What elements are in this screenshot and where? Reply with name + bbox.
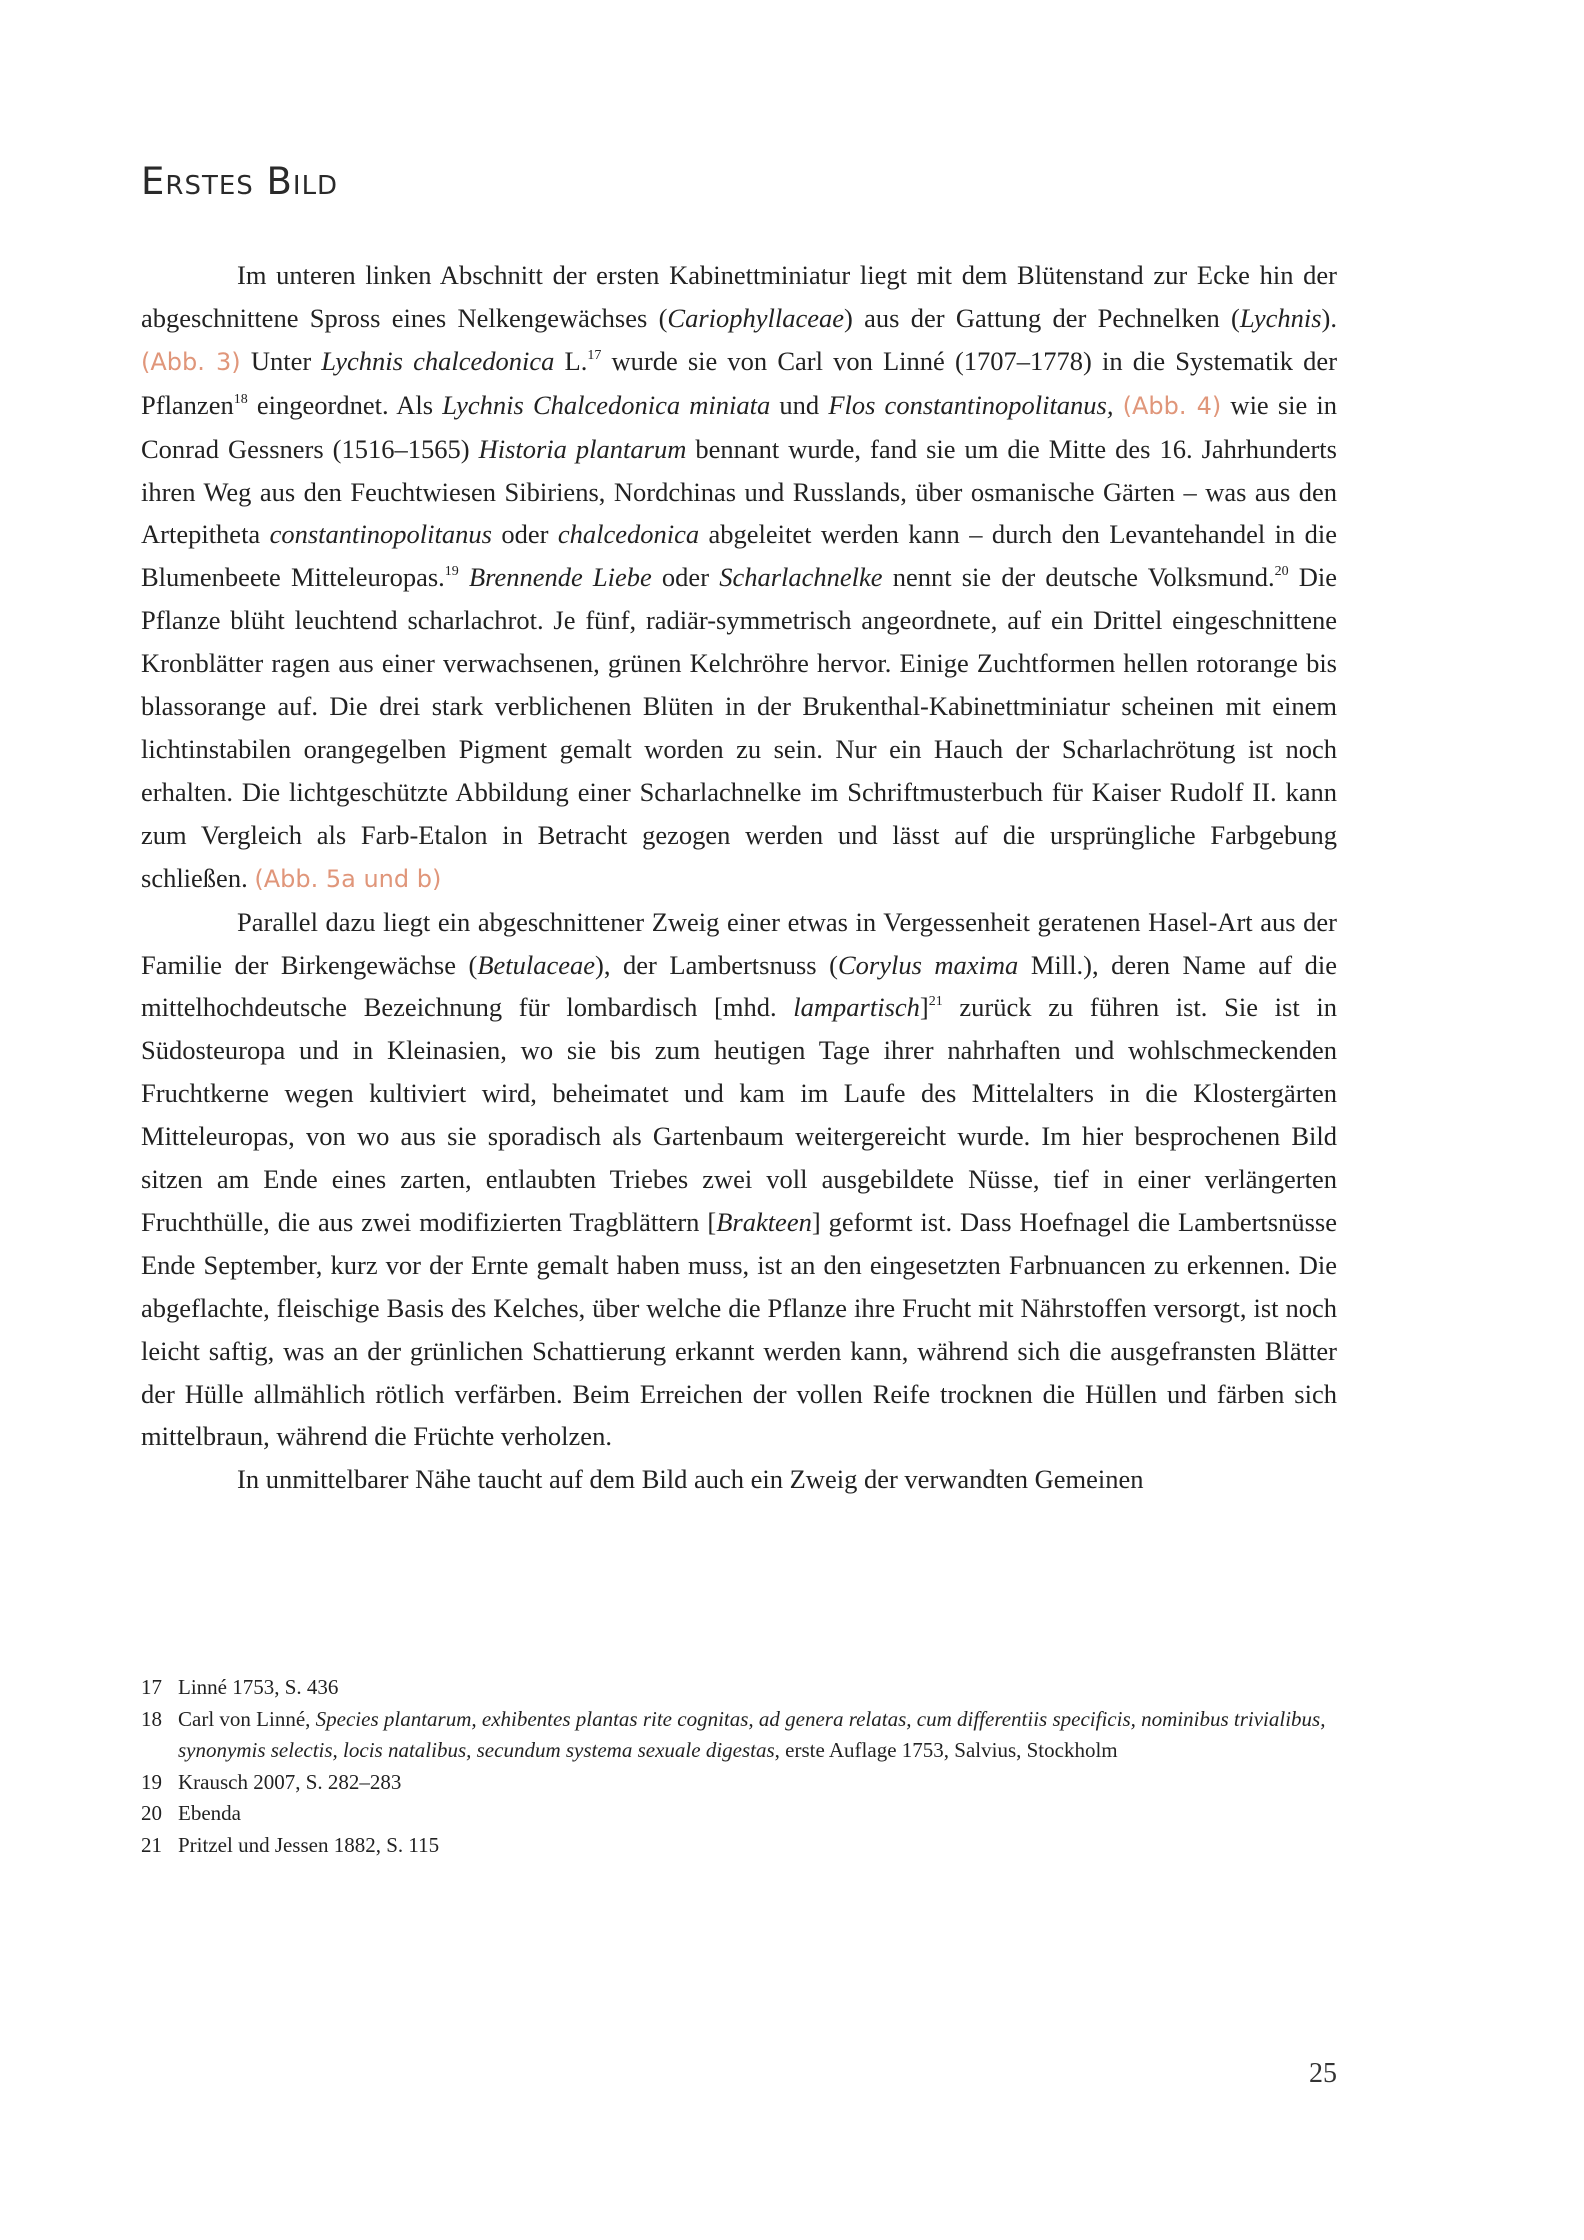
footnote-21	[141, 1830, 1337, 1862]
footnote-17	[141, 1672, 1337, 1704]
text-run	[459, 562, 469, 592]
footnote-marker-18[interactable]: 18	[233, 391, 248, 407]
footnote-text: Linné 1753, S. 436	[178, 1675, 339, 1699]
footnote-marker-17[interactable]: 17	[587, 347, 602, 363]
text-run: ).	[1321, 302, 1337, 333]
taxon-name: Lychnis chalcedonica	[321, 345, 555, 376]
footnote-marker-19[interactable]: 19	[444, 564, 459, 580]
text-run: und	[770, 389, 829, 420]
common-name: Scharlachnelke	[719, 562, 883, 593]
text-run: zurück zu führen ist. Sie ist in Südosteuropa und in Kleinasien, wo sie bis zum heutigen Tage ihrer nahrhaften und wohlschmeckenden Fruchtkerne wegen kultiviert wird, beheimatet und kam im Laufe des Mittelalters in die Klostergärten Mitteleuropas, von wo aus sie sporadisch als Gartenbaum weitergereicht wurde. Im hier besprochenen Bild sitzen am Ende eines zarten, entlaubten Triebes zwei voll ausgebildete Nüsse, tief in einer verlängerten Fruchthülle, die aus zwei modifizierten Tragblättern [	[141, 992, 1337, 1237]
term: Brakteen	[716, 1206, 812, 1237]
text-run: Mill.), deren Name auf die mittelhochdeutsche Bezeichnung für lombardisch [mhd.	[141, 949, 1338, 1023]
footnote-text: Pritzel und Jessen 1882, S. 115	[178, 1832, 440, 1857]
text-run: ] geformt ist. Dass Hoefnagel die Lambertsnüsse Ende September, kurz vor der Ernte gemalt haben muss, ist an den eingesetzten Farbnuancen zu erkennen. Die abgeflachte, fleischige Basis des Kelches, über welche die Pflanze ihre Frucht mit Nährstoffen versorgt, ist noch leicht saftig, was an der grünlichen Schattierung erkannt werden kann, während sich die ausgefransten Blätter der Hülle allmählich rötlich verfärben. Beim Erreichen der vollen Reife trocknen die Hüllen und färben sich mittelbraun, während die Früchte verholzen.	[141, 1206, 1337, 1452]
term: lampartisch	[793, 992, 920, 1023]
taxon-name: Lychnis	[1239, 302, 1322, 333]
book-title: Historia plantarum	[478, 433, 687, 464]
taxon-name: Betulaceae	[477, 949, 596, 980]
figure-reference-abb-3[interactable]: (Abb. 3)	[141, 347, 241, 376]
text-run: Parallel dazu liegt ein abgeschnittener Zweig einer etwas in Vergessenheit geratenen Hasel-Art aus der Familie der Birkengewächse (	[141, 906, 1337, 980]
footnote-title: Species plantarum, exhibentes plantas rite cognitas, ad genera relatas, cum differentiis specificis, nominibus trivialibus, synonymis selectis, locis natalibus, secundum systema sexuale digestas	[178, 1706, 1326, 1762]
figure-reference-abb-5[interactable]: (Abb. 5a und b)	[254, 864, 442, 893]
figure-reference-abb-4[interactable]: (Abb. 4)	[1122, 391, 1222, 420]
footnote-text	[178, 1704, 1337, 1767]
text-run: bennant wurde, fand sie um die Mitte des 16. Jahrhunderts ihren Weg aus den Feuchtwiesen Sibiriens, Nordchinas und Russlands, über osmanische Gärten – was aus den Artepitheta	[141, 433, 1337, 550]
common-name: Brennende Liebe	[468, 562, 652, 593]
footnote-text: Ebenda	[178, 1801, 241, 1825]
text-run: ) aus der Gattung der Pechnelken (	[844, 302, 1240, 333]
footnote-20	[141, 1798, 1337, 1830]
text-run: Im unteren linken Abschnitt der ersten Kabinettminiatur liegt mit dem Blütenstand zur Ecke hin der abgeschnittene Spross eines Nelkengewächses (	[141, 260, 1337, 333]
footnotes	[141, 1672, 1337, 1861]
text-run: abgeleitet werden kann – durch den Levantehandel in die Blumenbeete Mitteleuropas.	[141, 519, 1337, 593]
footnote-details: , erste Auflage 1753, Salvius, Stockholm	[774, 1738, 1118, 1762]
footnote-number: 17	[141, 1675, 162, 1699]
text-run: wurde sie von Carl von Linné (1707–1778) in die Systematik der Pflanzen	[141, 345, 1338, 420]
text-run: oder	[491, 519, 558, 550]
paragraph-1	[141, 254, 1337, 901]
footnote-number: 21	[141, 1832, 162, 1857]
epithet: constantinopolitanus	[269, 519, 492, 550]
text-run: ]	[919, 992, 929, 1023]
text-run: nennt sie der deutsche Volksmund.	[882, 562, 1275, 593]
text-run: Die Pflanze blüht leuchtend scharlachrot. Je fünf, radiär-symmetrisch angeordnete, auf ein Drittel eingeschnittene Kronblätter ragen aus einer verwachsenen, grünen Kelchröhre hervor. Einige Zuchtformen hellen rotorange bis blassorange auf. Die drei stark verblichenen Blüten in der Brukenthal-Kabinettminiatur scheinen mit einem lichtinstabilen orangegelben Pigment gemalt worden zu sein. Nur ein Hauch der Scharlachrötung ist noch erhalten. Die lichtgeschützte Abbildung einer Scharlachnelke im Schriftmusterbuch für Kaiser Rudolf II. kann zum Vergleich als Farb-Etalon in Betracht gezogen werden und lässt auf die ursprüngliche Farbgebung schließen.	[141, 562, 1338, 893]
taxon-name: Cariophyllaceae	[667, 302, 845, 333]
footnote-number: 19	[141, 1769, 162, 1794]
footnote-number: 18	[141, 1706, 162, 1731]
text-run	[1114, 390, 1123, 420]
footnote-19	[141, 1767, 1337, 1799]
footnote-marker-20[interactable]: 20	[1274, 564, 1289, 580]
footnote-number: 20	[141, 1801, 162, 1825]
text-run: oder	[651, 562, 720, 593]
text-run: Unter	[240, 345, 322, 376]
paragraph-2	[141, 901, 1337, 1459]
taxon-name: Flos constantinopolitanus,	[828, 389, 1114, 420]
text-run: ), der Lambertsnuss (	[595, 949, 838, 980]
taxon-name: Lychnis Chalcedonica miniata	[442, 389, 771, 420]
text-run: eingeordnet. Als	[247, 389, 443, 420]
body-text	[141, 254, 1337, 1501]
footnote-text: Krausch 2007, S. 282–283	[178, 1769, 402, 1794]
footnote-author: Carl von Linné,	[178, 1706, 316, 1731]
footnote-marker-21[interactable]: 21	[928, 994, 943, 1010]
text-run: wie sie in Conrad Gessners (1516–1565)	[141, 389, 1338, 464]
paragraph-3: In unmittelbarer Nähe taucht auf dem Bild auch ein Zweig der verwandten Gemeinen	[237, 1464, 1144, 1495]
page-number: 25	[1309, 2058, 1337, 2089]
taxon-name: Corylus maxima	[837, 949, 1019, 980]
footnote-18	[141, 1704, 1337, 1767]
epithet: chalcedonica	[557, 519, 700, 550]
section-heading: Erstes Bild	[141, 160, 339, 203]
text-run: L.	[554, 345, 588, 376]
